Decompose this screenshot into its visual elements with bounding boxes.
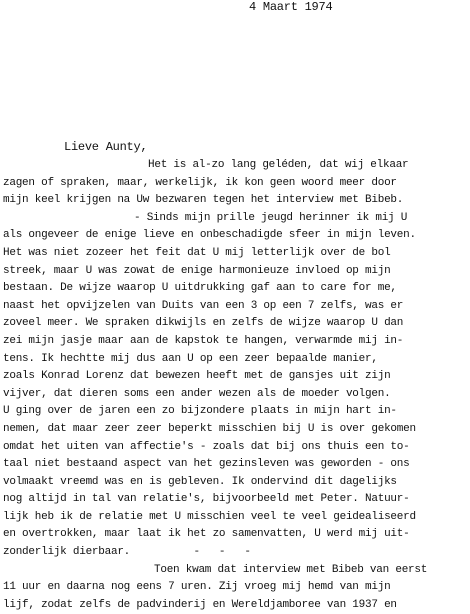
letter-line: lijf, zodat zelfs de padvinderij en Wereldjamboree van 1937 en (3, 598, 397, 611)
letter-line: omdat het uiten van affectie's - zoals dat bij ons thuis een to- (3, 440, 410, 453)
letter-line: als ongeveer de enige lieve en onbeschadigde sfeer in mijn leven. (3, 229, 416, 242)
letter-line: zonderlijk dierbaar. - - - (3, 546, 251, 559)
letter-line: lijk heb ik de relatie met U misschien veel te veel geidealiseerd (3, 510, 416, 523)
letter-salutation: Lieve Aunty, (64, 140, 148, 154)
letter-line: tens. Ik hechtte mij dus aan U op een zeer bepaalde manier, (3, 352, 378, 365)
letter-line: Toen kwam dat interview met Bibeb van eerst (154, 563, 428, 576)
letter-line: mijn keel krijgen na Uw bezwaren tegen het interview met Bibeb. (3, 194, 404, 207)
letter-line: vijver, dat dieren soms een ander wezen als de moeder volgen. (3, 387, 391, 400)
letter-body (3, 157, 469, 614)
letter-line: zei mijn jasje maar aan de kapstok te hangen, verwarmde mij in- (3, 334, 404, 347)
letter-line: U ging over de jaren een zo bijzondere plaats in mijn hart in- (3, 405, 397, 418)
letter-date: 4 Maart 1974 (249, 0, 333, 14)
letter-line: Het is al-zo lang geléden, dat wij elkaar (148, 159, 409, 171)
letter-line: nog altijd in tal van relatie's, bijvoorbeeld met Peter. Natuur- (3, 493, 410, 506)
letter-line: zoals Konrad Lorenz dat bewezen heeft met de gansjes uit zijn (3, 370, 391, 383)
letter-line: volmaakt vreemd was en is gebleven. Ik ondervind dit dagelijks (3, 475, 397, 488)
letter-line: zagen of spraken, maar, werkelijk, ik kon geen woord meer door (3, 176, 397, 189)
letter-line: streek, maar U was zowat de enige harmonieuze invloed op mijn (3, 264, 391, 277)
letter-line: 11 uur en daarna nog eens 7 uren. Zij vroeg mij hemd van mijn (3, 581, 391, 594)
letter-line: - Sinds mijn prille jeugd herinner ik mij U (134, 211, 408, 224)
letter-line: bestaan. De wijze waarop U uitdrukking gaf aan to care for me, (3, 282, 397, 295)
letter-line: taal niet bestaand aspect van het gezinsleven was geworden - ons (3, 458, 410, 471)
letter-line: Het was niet zozeer het feit dat U mij letterlijk over de bol (3, 246, 391, 259)
letter-line: nemen, dat maar zeer zeer beperkt misschien bij U is over gekomen (3, 422, 416, 435)
letter-line: en overtrokken, maar laat ik het zo samenvatten, U werd mij uit- (3, 528, 410, 541)
letter-line: zoveel meer. We spraken dikwijls en zelfs de wijze waarop U dan (3, 317, 404, 330)
letter-line: naast het opvijzelen van Duits van een 3 op een 7 zelfs, was er (3, 299, 404, 312)
